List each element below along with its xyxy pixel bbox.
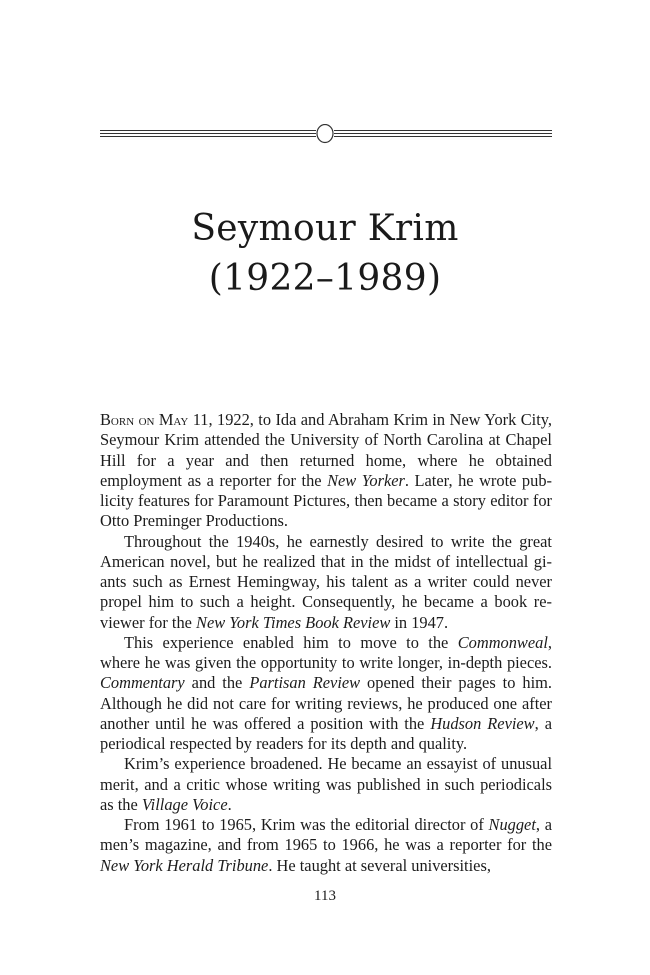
paragraph: From 1961 to 1965, Krim was the editorial director of Nugget, a men’s magazine, and from 1965 to 1966, he was a reporter for the New York Herald Tribune. He taught at several universities, [100,815,552,875]
chapter-title: Seymour Krim [191,208,459,249]
title-ornament [100,124,552,144]
page-number: 113 [314,888,336,904]
paragraph: Throughout the 1940s, he earnestly desired to write the great American novel, but he realized that in the midst of intellectual giants such as Ernest Hemingway, his talent as a writer could never propel him to such a height. Consequently, he became a book reviewer for the New York Times Book Review in 1947. [100,531,552,632]
chapter-dates: (1922–1989) [208,258,442,299]
paragraph: This experience enabled him to move to the Commonweal, where he was given the opportunity to write longer, in-depth pieces. Commentary and the Partisan Review opened their pages to him. Although he did not care for writing reviews, he produced one after another until he was offered a position with the Hudson Review, a periodical respected by readers for its depth and quality. [100,632,552,753]
body-text [100,410,552,876]
paragraph: Krim’s experience broadened. He became an essayist of unusual merit, and a critic whose writing was published in such periodicals as the Village Voice. [100,754,552,814]
opening-small-caps: Born on May [100,410,189,429]
paragraph: Born on May 11, 1922, to Ida and Abraham Krim in New York City, Seymour Krim attended the University of North Carolina at Chapel Hill for a year and then returned home, where he obtained employment as a reporter for the New Yorker. Later, he wrote publicity features for Paramount Pictures, then became a story editor for Otto Preminger Productions. [100,410,552,531]
